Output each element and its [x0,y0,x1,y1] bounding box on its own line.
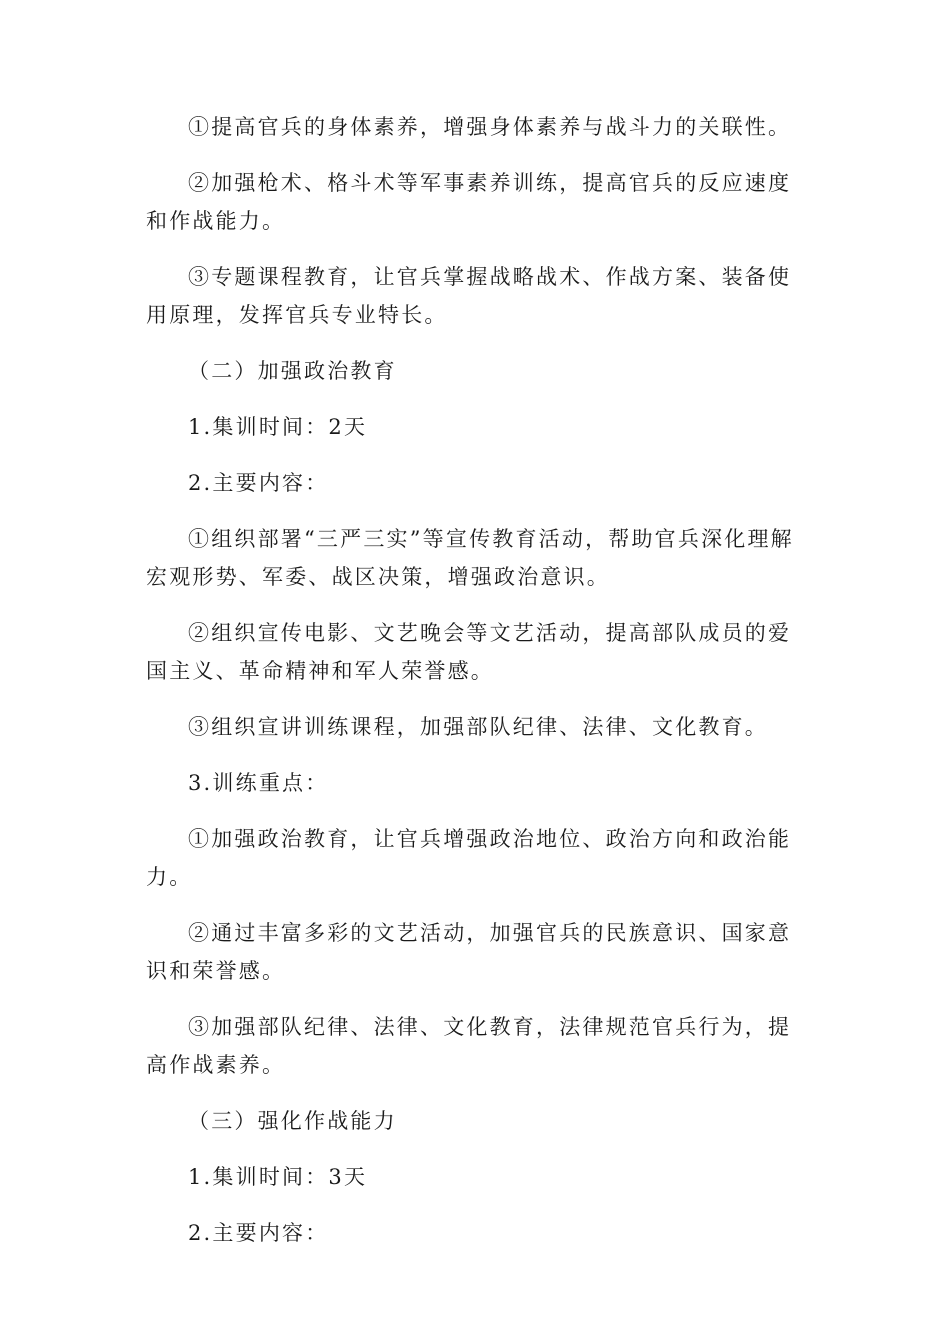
paragraph-combat-skills: ②加强枪术、格斗术等军事素养训练，提高官兵的反应速度和作战能力。 [146,171,792,233]
training-duration: 1.集训时间：2天 [188,415,368,439]
paragraph-lecture-courses: ③组织宣讲训练课程，加强部队纪律、法律、文化教育。 [188,715,768,739]
paragraph-discipline-education: ③加强部队纪律、法律、文化教育，法律规范官兵行为，提高作战素养。 [146,1015,792,1077]
paragraph-physical-fitness: ①提高官兵的身体素养，增强身体素养与战斗力的关联性。 [188,115,792,139]
main-content-label: 2.主要内容： [188,1221,329,1245]
paragraph-political-awareness: ①加强政治教育，让官兵增强政治地位、政治方向和政治能力。 [146,827,792,889]
section-heading-combat-capability: （三）强化作战能力 [188,1109,397,1133]
training-duration: 1.集训时间：3天 [188,1165,368,1189]
main-content-label: 2.主要内容： [188,471,329,495]
paragraph-special-courses: ③专题课程教育，让官兵掌握战略战术、作战方案、装备使用原理，发挥官兵专业特长。 [146,265,792,327]
training-focus-label: 3.训练重点： [188,771,329,795]
paragraph-propaganda-activities: ①组织部署“三严三实”等宣传教育活动，帮助官兵深化理解宏观形势、军委、战区决策，增强政治意识。 [146,527,794,589]
paragraph-cultural-activities: ②组织宣传电影、文艺晚会等文艺活动，提高部队成员的爱国主义、革命精神和军人荣誉感。 [146,621,792,683]
paragraph-national-consciousness: ②通过丰富多彩的文艺活动，加强官兵的民族意识、国家意识和荣誉感。 [146,921,792,983]
section-heading-political-education: （二）加强政治教育 [188,359,397,383]
